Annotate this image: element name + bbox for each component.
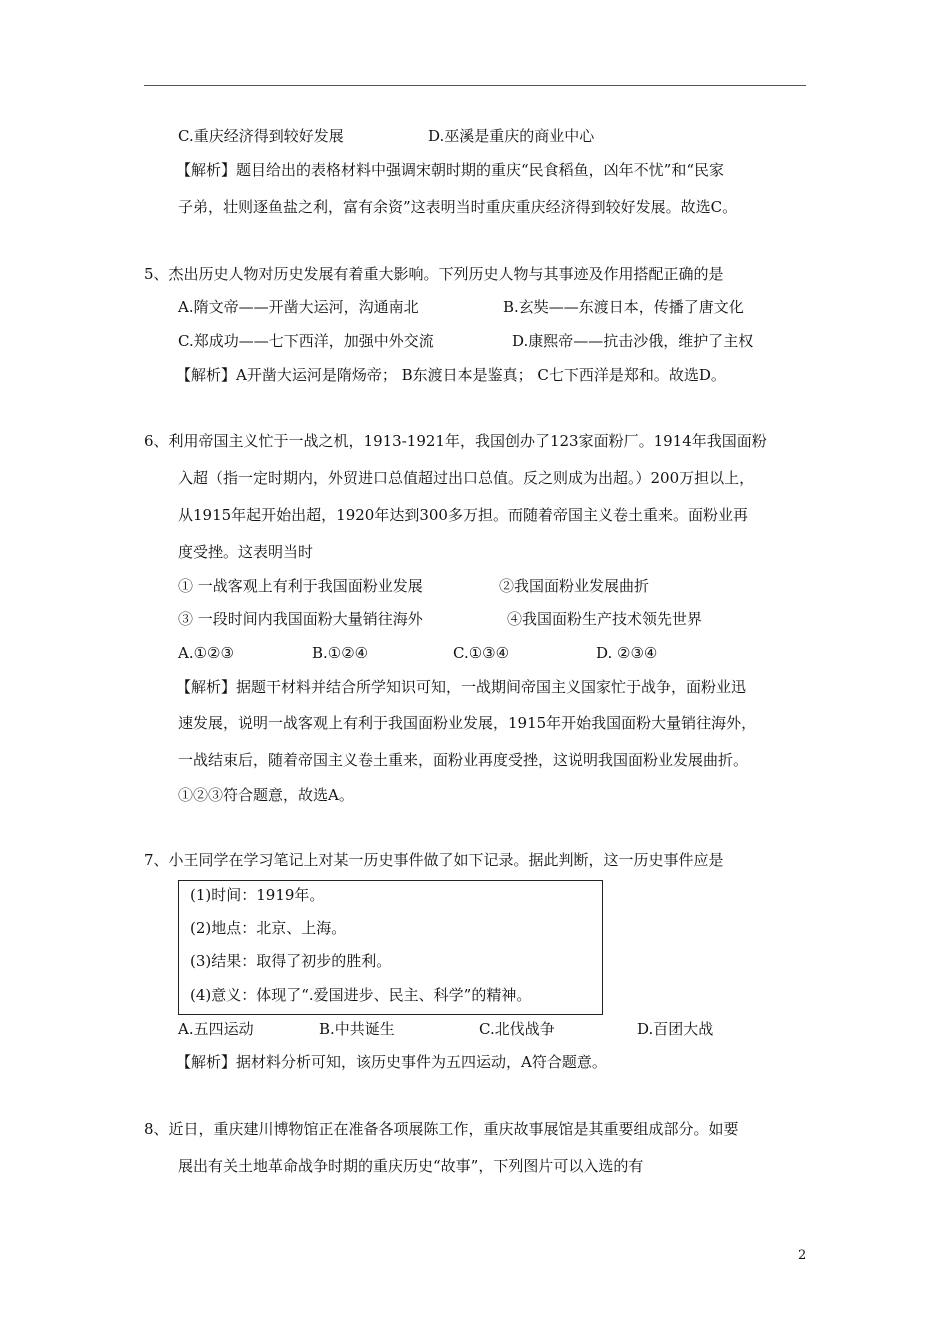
- q5-stem: 5、杰出历史人物对历史发展有着重大影响。下列历史人物与其事迹及作用搭配正确的是: [144, 265, 724, 283]
- header-rule: [144, 85, 806, 86]
- q4-analysis-line-2: 子弟，壮则逐鱼盐之利，富有余资”这表明当时重庆重庆经济得到较好发展。故选C。: [178, 198, 738, 216]
- q6-item-4: ④我国面粉生产技术领先世界: [507, 610, 703, 628]
- q5-option-d: D.康熙帝——抗击沙俄，维护了主权: [512, 332, 754, 350]
- q6-stem-line-3: 从1915年起开始出超，1920年达到300多万担。而随着帝国主义卷土重来。面粉业再: [178, 506, 748, 524]
- q4-option-c: C.重庆经济得到较好发展: [178, 127, 344, 145]
- page-number: 2: [798, 1248, 807, 1263]
- q6-option-d: D. ②③④: [596, 644, 658, 662]
- q7-note-4: (4)意义：体现了“.爱国进步、民主、科学”的精神。: [190, 986, 532, 1004]
- q5-option-a: A.隋文帝——开凿大运河，沟通南北: [178, 298, 419, 316]
- q8-stem-line-2: 展出有关土地革命战争时期的重庆历史“故事”，下列图片可以入选的有: [178, 1157, 644, 1175]
- q5-option-c: C.郑成功——七下西洋，加强中外交流: [178, 332, 434, 350]
- q7-option-c: C.北伐战争: [479, 1020, 555, 1038]
- q6-analysis-line-4: ①②③符合题意，故选A。: [178, 786, 354, 804]
- q7-option-d: D.百团大战: [637, 1020, 714, 1038]
- q7-note-3: (3)结果：取得了初步的胜利。: [190, 952, 392, 970]
- q6-option-c: C.①③④: [453, 644, 510, 662]
- q7-note-1: (1)时间：1919年。: [190, 886, 325, 904]
- q4-analysis-line-1: 【解析】题目给出的表格材料中强调宋朝时期的重庆“民食稻鱼，凶年不忧”和“民家: [176, 161, 725, 179]
- q6-stem-line-4: 度受挫。这表明当时: [178, 543, 314, 561]
- q6-item-3: ③ 一段时间内我国面粉大量销往海外: [178, 610, 423, 628]
- q8-stem-line-1: 8、近日，重庆建川博物馆正在准备各项展陈工作，重庆故事展馆是其重要组成部分。如要: [144, 1120, 739, 1138]
- q6-analysis-line-2: 速发展，说明一战客观上有利于我国面粉业发展，1915年开始我国面粉大量销往海外，: [178, 714, 757, 732]
- q6-item-2: ②我国面粉业发展曲折: [499, 577, 650, 595]
- q6-item-1: ① 一战客观上有利于我国面粉业发展: [178, 577, 423, 595]
- q7-stem: 7、小王同学在学习笔记上对某一历史事件做了如下记录。据此判断，这一历史事件应是: [144, 851, 724, 869]
- q7-option-b: B.中共诞生: [319, 1020, 395, 1038]
- q7-option-a: A.五四运动: [178, 1020, 254, 1038]
- q6-analysis-line-3: 一战结束后，随着帝国主义卷土重来，面粉业再度受挫，这说明我国面粉业发展曲折。: [178, 751, 749, 769]
- q6-option-b: B.①②④: [312, 644, 369, 662]
- q7-analysis: 【解析】据材料分析可知，该历史事件为五四运动，A符合题意。: [176, 1053, 607, 1071]
- q4-option-d: D.巫溪是重庆的商业中心: [428, 127, 595, 145]
- q5-analysis: 【解析】A开凿大运河是隋炀帝； B东渡日本是鉴真； C七下西洋是郑和。故选D。: [176, 366, 726, 384]
- q6-option-a: A.①②③: [178, 644, 234, 662]
- q6-stem-line-2: 入超（指一定时期内，外贸进口总值超过出口总值。反之则成为出超。）200万担以上，: [178, 469, 755, 487]
- q5-option-b: B.玄奘——东渡日本，传播了唐文化: [503, 298, 744, 316]
- q6-analysis-line-1: 【解析】据题干材料并结合所学知识可知，一战期间帝国主义国家忙于战争，面粉业迅: [176, 678, 747, 696]
- q7-note-2: (2)地点：北京、上海。: [190, 919, 347, 937]
- q6-stem-line-1: 6、利用帝国主义忙于一战之机，1913-1921年，我国创办了123家面粉厂。1914年我国面粉: [144, 432, 767, 450]
